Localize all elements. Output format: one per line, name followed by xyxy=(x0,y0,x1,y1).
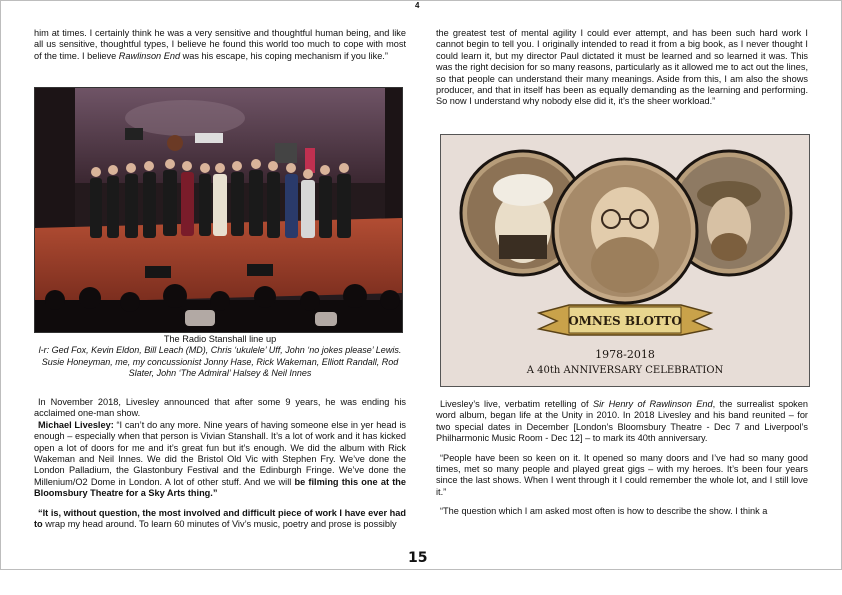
left-para-4: “It is, without question, the most involved and difficult piece of work I have ever had to wrap my head around. To learn 60 minutes of Viv’s music, poetry and prose is possibly xyxy=(34,507,406,530)
photo-caption-title: The Radio Stanshall line up xyxy=(163,334,277,344)
right-para-1: the greatest test of mental agility I could ever attempt, and has been such hard work I cannot begin to tell you. I originally intended to read it from a big book, as I never thought I could learn it, but my director Paul dictated it must be learned and so learned it was. This was the right decision for so many reasons, particularly as it allowed me to act out the lines, so that people can understand their many meanings. Aside from this, I am also the shows producer, and that in itself has been as equally demanding as the learning and performing. So now I understand why nobody else did it, it’s the sheer workload.” xyxy=(436,28,808,107)
right-para-4: “The question which I am asked most often is how to describe the show. I think a xyxy=(440,506,768,517)
stage-lineup-photo xyxy=(34,87,403,333)
poster-banner-text: OMNES BLOTTO xyxy=(568,314,682,328)
right-column-body xyxy=(436,399,808,518)
bottom-page-number: 15 xyxy=(408,550,428,566)
photo-caption-body: l-r: Ged Fox, Kevin Eldon, Bill Leach (MD), Chris ‘ukulele’ Uff, John ‘no jokes please’ Lewis. Susie Honeyman, me, my concussionist Jonny Hase, Rick Wakeman, Elliott Randall, Rod Slater, John ‘The Admiral’ Halsey & Neil Innes xyxy=(38,345,402,379)
left-para-1: him at times. I certainly think he was a very sensitive and thoughtful human being, and like all us sensitive, thoughtful types, I believe he found this world too much to cope with most of the time. I believe Rawlinson End was his escape, his coping mechanism if you like.” xyxy=(34,28,406,61)
left-column-body xyxy=(34,397,406,530)
left-para-2: In November 2018, Livesley announced that after some 9 years, he was ending his acclaimed one-man show. xyxy=(34,397,406,419)
stage-photo-illustration xyxy=(35,88,402,332)
left-para-3: Michael Livesley: “I can’t do any more. Nine years of having someone else in yer head is enough – especially when that person is Vivian Stanshall. It’s a lot of work and it has kicked open a lot of doors for me and it’s great fun but it’s enough. We did the album with Rick Wakeman and Neil Innes. We did the Bristol Old Vic with Stephen Fry. We’ve done the London Palladium, the Glastonbury Festival and the Edinburgh Fringe. We’ve done the Millenium/O2 Dome in London. A lot of other stuff. And we will be filming this one at the Bloomsbury Theatre for a Sky Arts thing.” xyxy=(34,419,407,499)
anniversary-poster xyxy=(440,134,810,387)
poster-years: 1978-2018 xyxy=(595,348,655,361)
right-para-3: “People have been so keen on it. It opened so many doors and I’ve had so many good times, met so many people and played great gigs – with my heroes. It’s been four years since the last shows. When I went through it I could remember the whole lot, and I still love it.” xyxy=(436,452,808,497)
poster-subtitle: A 40th ANNIVERSARY CELEBRATION xyxy=(526,365,724,376)
top-page-number: 4 xyxy=(415,1,420,10)
left-column-intro xyxy=(34,28,406,62)
poster-illustration xyxy=(441,135,809,386)
portrait-center xyxy=(553,159,697,303)
performers-row xyxy=(90,159,351,238)
poster-banner xyxy=(539,305,711,335)
right-column-intro xyxy=(436,28,808,108)
audience-silhouettes xyxy=(35,284,402,332)
photo-caption xyxy=(34,334,406,380)
right-para-2: Livesley’s live, verbatim retelling of Sir Henry of Rawlinson End, the surrealist spoken word album, began life at the Unity in 2010. In 2018 Livesley and his band reunited – for two special dates in December [London’s Bloomsbury Theatre - Dec 7 and Liverpool’s Philharmonic Music Room - Dec 12] – to mark its 40th anniversary. xyxy=(436,399,808,444)
